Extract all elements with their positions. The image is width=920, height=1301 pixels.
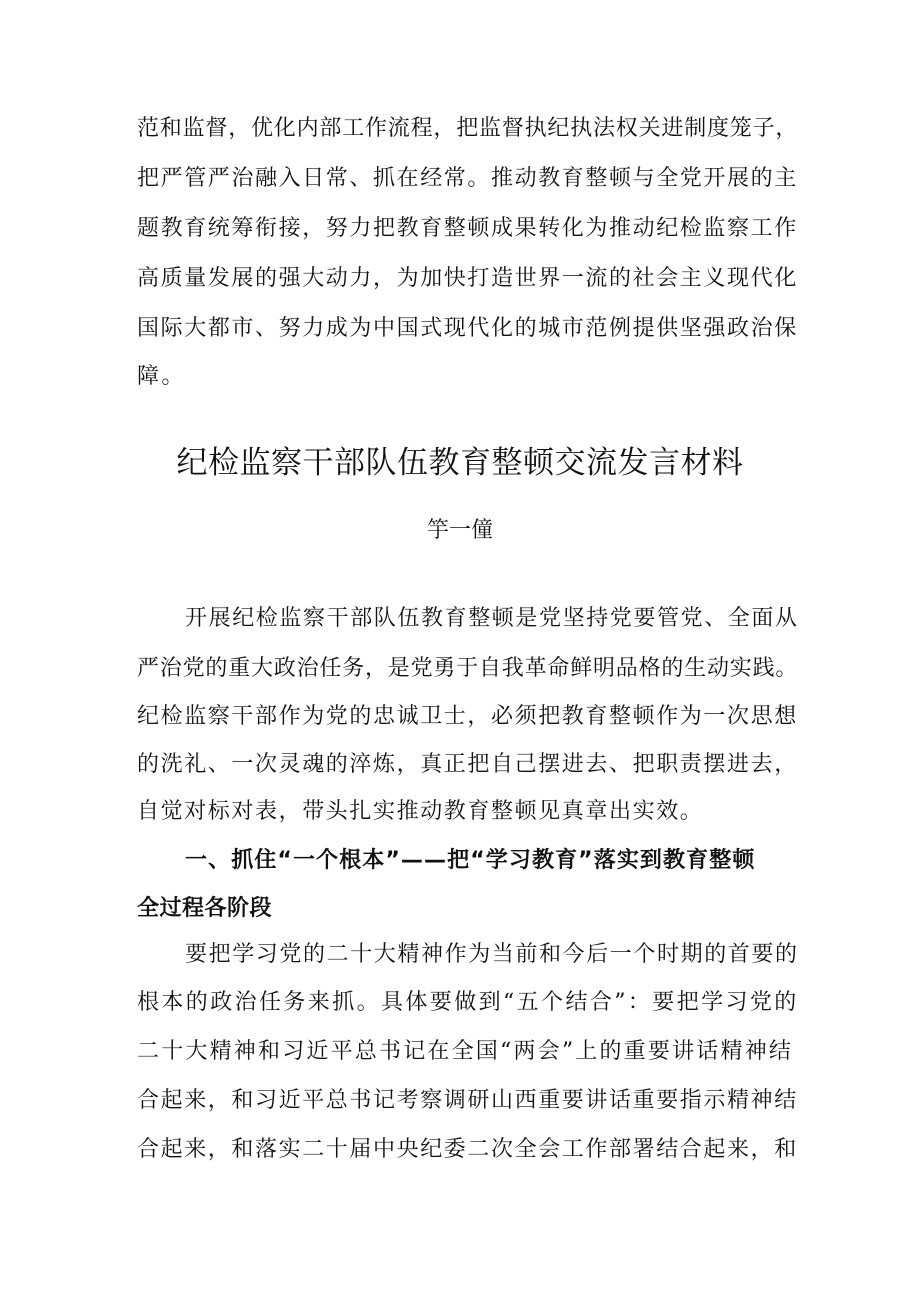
- body-line: 范和监督，优化内部工作流程，把监督执纪执法权关进制度笼子，: [137, 116, 799, 141]
- body-line: 国际大都市、努力成为中国式现代化的城市范例提供坚强政治保: [137, 316, 798, 341]
- body-line: 开展纪检监察干部队伍教育整顿是党坚持党要管党、全面从: [185, 606, 799, 631]
- body-line: 根本的政治任务来抓。具体要做到“五个结合”：要把学习党的: [137, 990, 799, 1015]
- body-line: 障。: [137, 364, 186, 389]
- body-line: 合起来，和习近平总书记考察调研山西重要讲话重要指示精神结: [137, 1088, 798, 1113]
- body-line: 的洗礼、一次灵魂的淬炼，真正把自己摆进去、把职责摆进去，: [137, 752, 798, 777]
- body-line: 高质量发展的强大动力，为加快打造世界一流的社会主义现代化: [137, 266, 798, 291]
- body-line: 二十大精神和习近平总书记在全国“两会”上的重要讲话精神结: [137, 1039, 794, 1064]
- body-line: 题教育统筹衔接，努力把教育整顿成果转化为推动纪检监察工作: [137, 216, 798, 241]
- section-heading-line: 全过程各阶段: [137, 896, 273, 921]
- body-line: 严治党的重大政治任务，是党勇于自我革命鲜明品格的生动实践。: [137, 656, 799, 681]
- body-line: 纪检监察干部作为党的忠诚卫士，必须把教育整顿作为一次思想: [137, 704, 798, 729]
- article-author: 竽一僮: [426, 518, 493, 543]
- body-line: 合起来，和落实二十届中央纪委二次全会工作部署结合起来，和: [137, 1137, 798, 1162]
- section-heading-line: 一、抓住“一个根本”——把“学习教育”落实到教育整顿: [185, 848, 756, 873]
- body-line: 把严管严治融入日常、抓在经常。推动教育整顿与全党开展的主: [137, 166, 798, 191]
- body-line: 要把学习党的二十大精神作为当前和今后一个时期的首要的: [185, 942, 799, 967]
- article-title: 纪检监察干部队伍教育整顿交流发言材料: [176, 445, 744, 481]
- body-line: 自觉对标对表，带头扎实推动教育整顿见真章出实效。: [137, 799, 704, 824]
